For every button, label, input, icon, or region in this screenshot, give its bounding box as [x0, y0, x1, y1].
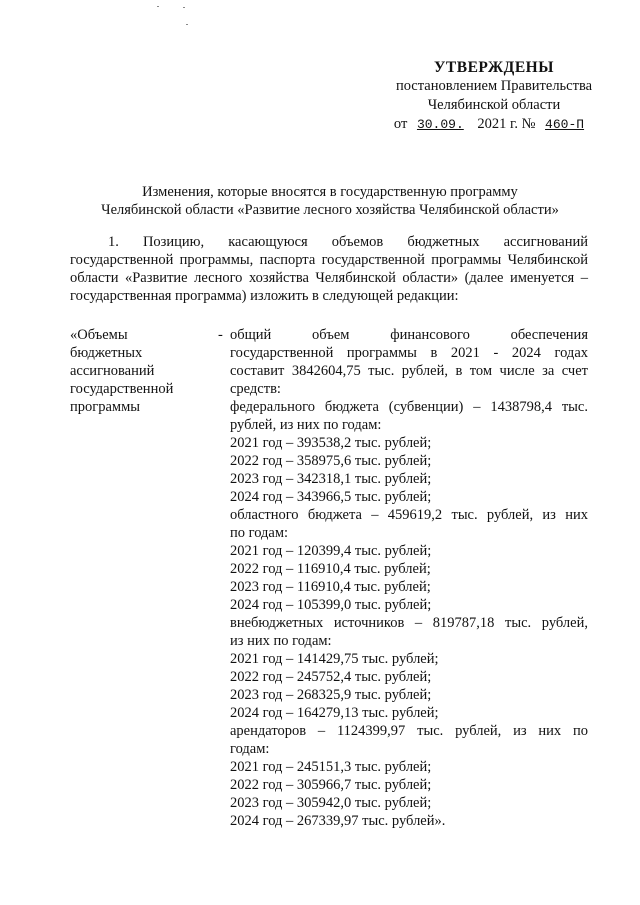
document-title-line-1: Изменения, которые вносятся в государственную программу: [142, 184, 518, 200]
approval-title: УТВЕРЖДЕНЫ: [434, 59, 554, 76]
detail-line: внебюджетных источников – 819787,18 тыс. рублей,: [230, 615, 588, 631]
detail-line: 2022 год – 116910,4 тыс. рублей;: [230, 561, 431, 577]
detail-line: 2024 год – 105399,0 тыс. рублей;: [230, 597, 432, 613]
detail-line: 2021 год – 141429,75 тыс. рублей;: [230, 651, 439, 667]
handwritten-date: 30.09.: [416, 117, 464, 132]
label-line: программы: [70, 399, 140, 415]
paragraph-1: 1. Позицию, касающуюся объемов бюджетных ассигнований государственной программы, паспорта государственной программы Челябинской области «Развитие лесного хозяйства Челябинской области» (далее именуется – государственная программа) изложить в следующей редакции:: [70, 234, 588, 304]
detail-line: 2021 год – 120399,4 тыс. рублей;: [230, 543, 432, 559]
handwritten-number: 460-П: [545, 117, 585, 132]
detail-line: 2022 год – 358975,6 тыс. рублей;: [230, 453, 432, 469]
detail-line: 2023 год – 342318,1 тыс. рублей;: [230, 471, 432, 487]
detail-line: средств:: [230, 381, 281, 397]
scan-speck: [157, 6, 159, 7]
detail-line: 2021 год – 245151,3 тыс. рублей;: [230, 759, 432, 775]
approval-line-2: Челябинской области: [427, 97, 561, 113]
approval-date-line: [390, 115, 598, 134]
detail-line: 2021 год – 393538,2 тыс. рублей;: [230, 435, 432, 451]
detail-line: 2023 год – 268325,9 тыс. рублей;: [230, 687, 432, 703]
detail-line: 2024 год – 343966,5 тыс. рублей;: [230, 489, 432, 505]
detail-line: 2024 год – 164279,13 тыс. рублей;: [230, 705, 439, 721]
label-line: ассигнований: [70, 363, 155, 379]
detail-line: 2023 год – 116910,4 тыс. рублей;: [230, 579, 431, 595]
date-prefix: от: [393, 116, 408, 132]
detail-line: общий объем финансового обеспечения: [230, 327, 588, 343]
funding-details: [230, 326, 588, 830]
dash-separator: -: [218, 327, 223, 343]
detail-line: рублей, из них по годам:: [230, 417, 382, 433]
approval-line-1: постановлением Правительства: [395, 78, 593, 94]
detail-line: по годам:: [230, 525, 289, 541]
detail-line: составит 3842604,75 тыс. рублей, в том числе за счет: [230, 363, 588, 379]
detail-line: 2022 год – 245752,4 тыс. рублей;: [230, 669, 432, 685]
scan-speck: [183, 7, 185, 8]
label-line: бюджетных: [70, 345, 143, 361]
approval-block: [330, 58, 598, 134]
year-text: 2021 г. №: [477, 116, 536, 132]
detail-line: государственной программы в 2021 - 2024 годах: [230, 345, 588, 361]
detail-line: 2023 год – 305942,0 тыс. рублей;: [230, 795, 432, 811]
label-line: «Объемы: [70, 327, 128, 343]
detail-line: областного бюджета – 459619,2 тыс. рублей, из них: [230, 507, 588, 523]
detail-line: арендаторов – 1124399,97 тыс. рублей, из них по: [230, 723, 588, 739]
scan-speck: [186, 24, 188, 25]
detail-line: из них по годам:: [230, 633, 332, 649]
funding-label: [70, 326, 200, 416]
detail-line: годам:: [230, 741, 270, 757]
detail-line: федерального бюджета (субвенции) – 1438798,4 тыс.: [230, 399, 588, 415]
detail-line: 2022 год – 305966,7 тыс. рублей;: [230, 777, 432, 793]
detail-line: 2024 год – 267339,97 тыс. рублей».: [230, 813, 446, 829]
document-title-line-2: Челябинской области «Развитие лесного хозяйства Челябинской области»: [101, 202, 559, 218]
label-line: государственной: [70, 381, 174, 397]
document-title: [70, 183, 590, 219]
